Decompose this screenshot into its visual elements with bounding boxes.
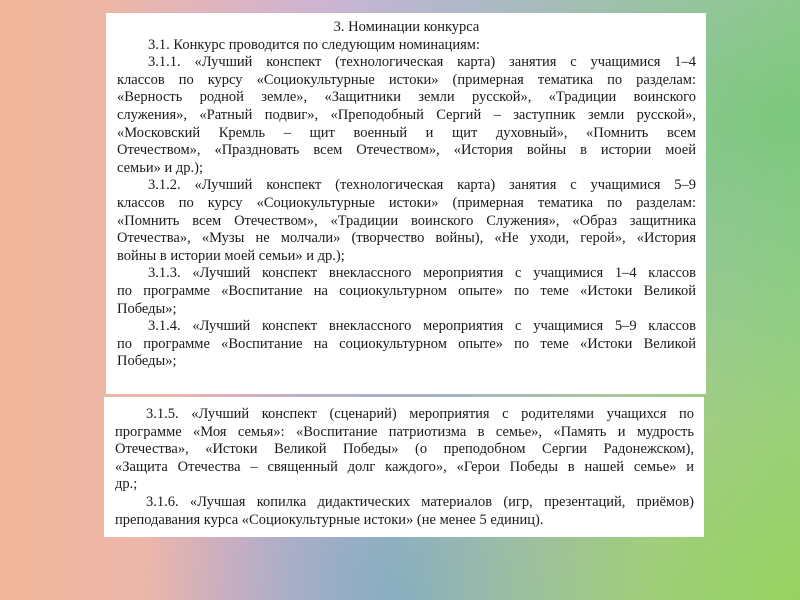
document-page-2: [104, 397, 704, 537]
paragraph-line: Отечества», «Истоки Великой Победы» (о преподобном Сергии Радонежском),: [115, 441, 694, 458]
document-text-1: [117, 19, 696, 371]
paragraph-line: 3.1.6. «Лучшая копилка дидактических материалов (игр, презентаций, приёмов): [146, 493, 694, 510]
paragraph-line: 3.1.1. «Лучший конспект (технологическая карта) занятия с учащимися 1–4: [148, 54, 696, 71]
paragraph-line: классов по курсу «Социокультурные истоки» (примерная тематика по разделам:: [117, 71, 696, 88]
paragraph-line: Победы»;: [117, 353, 177, 370]
paragraph-line: 3.1.4. «Лучший конспект внеклассного мероприятия с учащимися 5–9 классов: [148, 318, 696, 335]
paragraph-line: классов по курсу «Социокультурные истоки» (примерная тематика по разделам:: [117, 194, 696, 211]
document-page-1: [106, 13, 706, 394]
paragraph-line: др.;: [115, 476, 138, 493]
paragraph-line: «Защита Отечества – священный долг каждого», «Герои Победы в нашей семье» и: [115, 458, 694, 475]
paragraph-line: программе «Моя семья»: «Воспитание патриотизма в семье», «Память и мудрость: [115, 423, 694, 440]
paragraph-line: семьи» и др.);: [117, 159, 203, 176]
paragraph-line: служения», «Ратный подвиг», «Преподобный Сергий – заступник земли русской»,: [117, 106, 696, 123]
paragraph-line: «Верность родной земле», «Защитники земли русской», «Традиции воинского: [117, 89, 696, 106]
paragraph-line: 3.1.5. «Лучший конспект (сценарий) мероприятия с родителями учащихся по: [146, 406, 694, 422]
paragraph-line: «Помнить всем Отечеством», «Традиции воинского Служения», «Образ защитника: [117, 212, 696, 229]
paragraph-line: Отечества», «Музы не молчали» (творчество войны), «Не уходи, герой», «История: [117, 230, 696, 247]
intro-text: 3.1. Конкурс проводится по следующим номинациям:: [148, 36, 480, 53]
paragraph-line: войны в истории моей семьи» и др.);: [117, 247, 345, 264]
paragraph-line: Победы»;: [117, 300, 177, 317]
paragraph-line: по программе «Воспитание на социокультурном опыте» по теме «Истоки Великой: [117, 282, 696, 299]
paragraph-line: 3.1.2. «Лучший конспект (технологическая карта) занятия с учащимися 5–9: [148, 177, 696, 194]
paragraph-line: по программе «Воспитание на социокультурном опыте» по теме «Истоки Великой: [117, 335, 696, 352]
document-text-2: [115, 406, 694, 529]
paragraph-line: Отечеством», «Праздновать всем Отечеством», «История войны в истории моей: [117, 142, 696, 159]
paragraph-line: преподавания курса «Социокультурные истоки» (не менее 5 единиц).: [115, 511, 544, 528]
paragraph-line: 3.1.3. «Лучший конспект внеклассного мероприятия с учащимися 1–4 классов: [148, 265, 696, 282]
section-title: 3. Номинации конкурса: [333, 19, 480, 35]
paragraph-line: «Московский Кремль – щит военный и щит духовный», «Помнить всем: [117, 124, 696, 141]
